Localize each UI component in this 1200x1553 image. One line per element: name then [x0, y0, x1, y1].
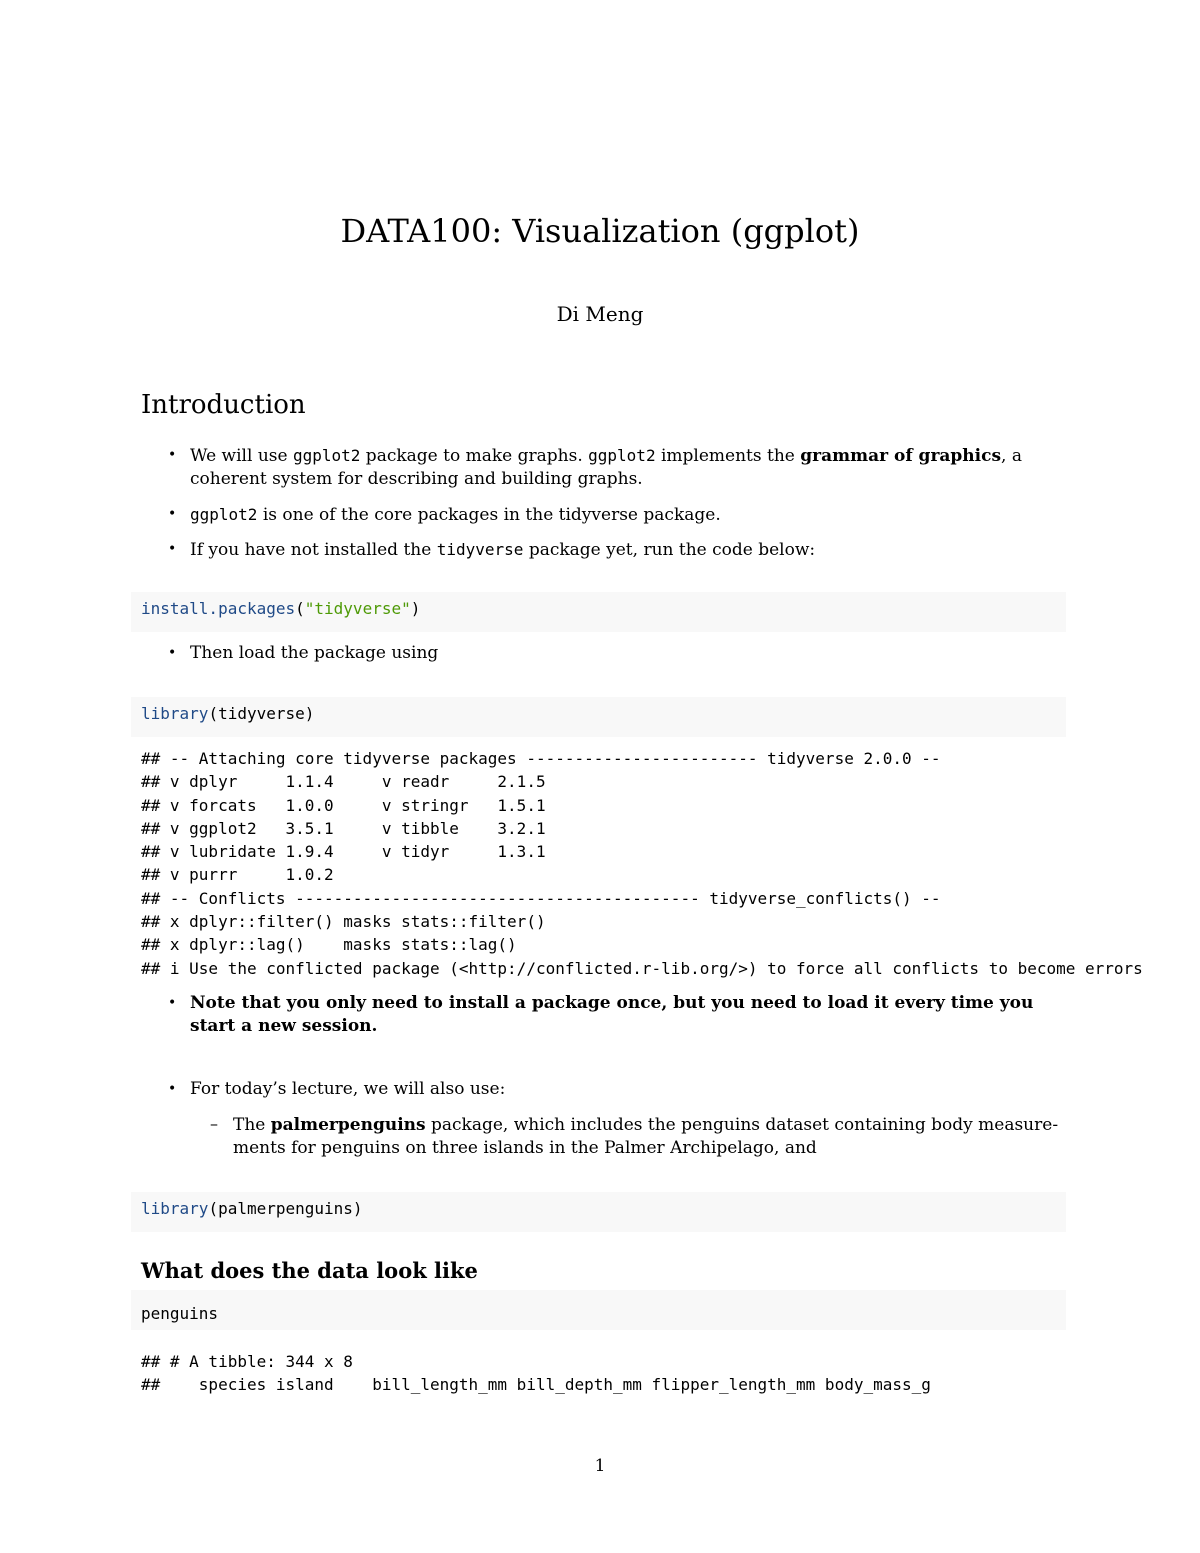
- code-library-tidyverse: library(tidyverse): [141, 704, 315, 723]
- bullet-install-note: If you have not installed the tidyverse package yet, run the code below:: [190, 540, 816, 560]
- page-number: 1: [594, 1456, 606, 1476]
- bullet-load-package: Then load the package using: [190, 643, 439, 663]
- console-output-penguins: ## # A tibble: 344 x 8 ## species island bill_length_mm bill_depth_mm flipper_length_mm body_mass_g: [141, 1352, 931, 1395]
- bullet-install-once-note: Note that you only need to install a package once, but you need to load it every time you start a new session.: [190, 993, 1034, 1036]
- code-library-palmerpenguins: library(palmerpenguins): [141, 1199, 363, 1218]
- dash-bullet-icon: –: [210, 1114, 218, 1133]
- bullet-todays-lecture: For today’s lecture, we will also use:: [190, 1079, 506, 1099]
- bullet-icon: •: [168, 1081, 177, 1097]
- sub-bullet-palmerpenguins: The palmerpenguins package, which includes the penguins dataset containing body measure- ments for penguins on three islands in the Palmer Archipelago, and: [233, 1115, 1059, 1158]
- author-name: Di Meng: [556, 302, 644, 326]
- bullet-icon: •: [168, 645, 177, 661]
- code-block-penguins: [131, 1290, 1066, 1330]
- bullet-icon: •: [168, 506, 177, 522]
- section-heading-data-look: What does the data look like: [141, 1258, 478, 1283]
- console-output-tidyverse: ## -- Attaching core tidyverse packages ------------------------ tidyverse 2.0.0 -- ## v dplyr 1.1.4 v readr 2.1.5 ## v forcats 1.0.0 v stringr 1.5.1 ## v ggplot2 3.5.1 v tibble 3.2.1 ## v lubridate 1.9.4 v tidyr 1.3.1 ## v purrr 1.0.2 ## -- Conflicts ------------------------------------------ tidyverse_conflicts() -- ## x dplyr::filter() masks stats::filter() ## x dplyr::lag() masks stats::lag() ## i Use the conflicted package (<http://conflicted.r-lib.org/>) to force all conflicts to become errors: [141, 749, 1143, 978]
- bullet-core-packages: ggplot2 is one of the core packages in the tidyverse package.: [190, 505, 721, 525]
- section-heading-introduction: Introduction: [141, 390, 306, 420]
- code-penguins: penguins: [141, 1304, 219, 1323]
- bullet-icon: •: [168, 995, 177, 1011]
- bullet-icon: •: [168, 447, 177, 463]
- document-title: DATA100: Visualization (ggplot): [340, 212, 860, 250]
- bullet-ggplot2-intro: We will use ggplot2 package to make graphs. ggplot2 implements the grammar of graphics, a coherent system for describing and building graphs.: [190, 446, 1022, 489]
- code-install-packages: install.packages("tidyverse"): [141, 599, 421, 618]
- bullet-icon: •: [168, 541, 177, 557]
